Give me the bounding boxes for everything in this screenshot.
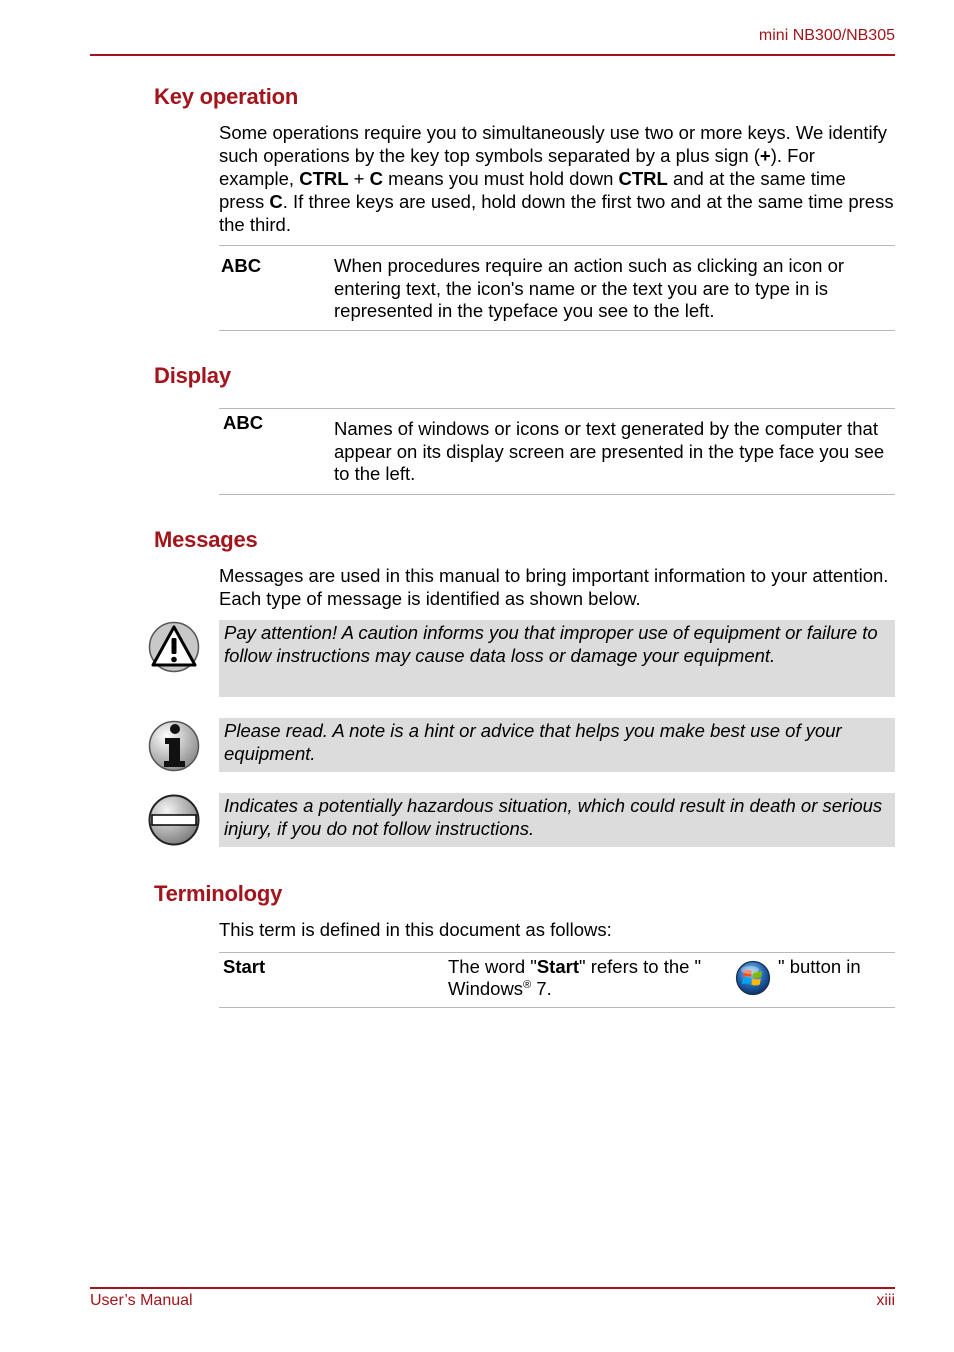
display-table	[219, 408, 895, 495]
caution-message	[219, 620, 895, 697]
heading-messages: Messages	[154, 527, 258, 552]
heading-terminology: Terminology	[154, 881, 283, 906]
messages-intro: Messages are used in this manual to bring important information to your attention. Each type of message is identified as shown below.	[219, 565, 889, 609]
warning-message	[219, 793, 895, 847]
display-label: ABC	[223, 412, 264, 433]
note-text: Please read. A note is a hint or advice that helps you make best use of your equipment.	[224, 720, 842, 764]
page-number: xiii	[876, 1292, 895, 1309]
term-start: Start	[223, 956, 266, 977]
caution-icon	[148, 621, 200, 673]
footer-rule	[90, 1287, 895, 1289]
terminology-intro: This term is defined in this document as follows:	[219, 919, 612, 940]
display-desc: Names of windows or icons or text generated by the computer that appear on its display screen are presented in the type face you see to the left.	[334, 418, 885, 484]
warning-text: Indicates a potentially hazardous situation, which could result in death or serious injury, if you do not follow instructions.	[224, 795, 883, 839]
heading-display: Display	[154, 363, 231, 388]
header-rule	[90, 54, 895, 56]
header-model: mini NB300/NB305	[758, 27, 895, 44]
windows-start-icon	[734, 960, 772, 996]
note-message	[219, 718, 895, 772]
footer-title: User’s Manual	[90, 1292, 193, 1309]
key-operation-desc: When procedures require an action such as clicking an icon or entering text, the icon's name or the text you are to type in is represented in the typeface you see to the left.	[334, 255, 845, 321]
key-operation-paragraph: Some operations require you to simultaneously use two or more keys. We identify such operations by the key top symbols separated by a plus sign (+). For example, CTRL + C means you must hold down CTRL and at the same time press C. If three keys are used, hold down the first two and at the same time press the third.	[219, 122, 894, 235]
terminology-table: Start The word "Start" refers to the " " button in Windows® 7.	[219, 952, 895, 1008]
key-operation-table	[219, 245, 895, 331]
key-operation-label: ABC	[221, 255, 262, 276]
hazard-icon	[148, 794, 200, 846]
heading-key-operation: Key operation	[154, 84, 299, 109]
info-icon	[148, 720, 200, 772]
caution-text: Pay attention! A caution informs you that improper use of equipment or failure to follow instructions may cause data loss or damage your equipment.	[224, 622, 878, 666]
